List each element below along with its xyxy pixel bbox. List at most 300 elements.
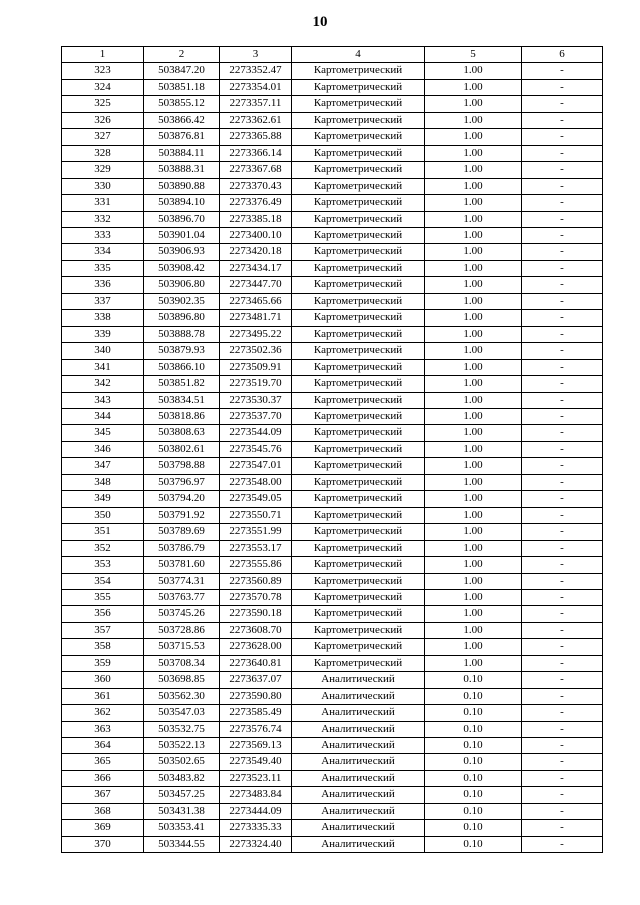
y-coordinate-cell: 2273465.66 xyxy=(220,293,292,309)
table-row xyxy=(62,145,603,161)
point-number-cell: 325 xyxy=(62,96,144,112)
accuracy-cell: 1.00 xyxy=(425,408,522,424)
method-cell: Картометрический xyxy=(292,227,425,243)
point-number-cell: 333 xyxy=(62,227,144,243)
x-coordinate-cell: 503808.63 xyxy=(144,425,220,441)
table-row xyxy=(62,326,603,342)
method-cell: Картометрический xyxy=(292,260,425,276)
method-cell: Аналитический xyxy=(292,836,425,852)
table-row xyxy=(62,688,603,704)
accuracy-cell: 0.10 xyxy=(425,770,522,786)
note-cell: - xyxy=(522,359,603,375)
y-coordinate-cell: 2273362.61 xyxy=(220,112,292,128)
table-row xyxy=(62,507,603,523)
y-coordinate-cell: 2273365.88 xyxy=(220,129,292,145)
x-coordinate-cell: 503890.88 xyxy=(144,178,220,194)
y-coordinate-cell: 2273628.00 xyxy=(220,639,292,655)
y-coordinate-cell: 2273590.80 xyxy=(220,688,292,704)
table-row xyxy=(62,738,603,754)
point-number-cell: 368 xyxy=(62,803,144,819)
y-coordinate-cell: 2273569.13 xyxy=(220,738,292,754)
point-number-cell: 341 xyxy=(62,359,144,375)
x-coordinate-cell: 503902.35 xyxy=(144,293,220,309)
table-row xyxy=(62,441,603,457)
x-coordinate-cell: 503796.97 xyxy=(144,474,220,490)
note-cell: - xyxy=(522,705,603,721)
y-coordinate-cell: 2273549.05 xyxy=(220,491,292,507)
point-number-cell: 337 xyxy=(62,293,144,309)
method-cell: Аналитический xyxy=(292,770,425,786)
accuracy-cell: 1.00 xyxy=(425,211,522,227)
point-number-cell: 353 xyxy=(62,557,144,573)
table-row xyxy=(62,260,603,276)
x-coordinate-cell: 503834.51 xyxy=(144,392,220,408)
column-header: 3 xyxy=(220,47,292,63)
note-cell: - xyxy=(522,622,603,638)
table-row xyxy=(62,606,603,622)
accuracy-cell: 1.00 xyxy=(425,260,522,276)
x-coordinate-cell: 503798.88 xyxy=(144,458,220,474)
y-coordinate-cell: 2273400.10 xyxy=(220,227,292,243)
x-coordinate-cell: 503802.61 xyxy=(144,441,220,457)
column-header: 6 xyxy=(522,47,603,63)
table-row xyxy=(62,96,603,112)
coordinates-table xyxy=(61,46,603,853)
method-cell: Аналитический xyxy=(292,705,425,721)
column-header: 5 xyxy=(425,47,522,63)
method-cell: Картометрический xyxy=(292,79,425,95)
y-coordinate-cell: 2273547.01 xyxy=(220,458,292,474)
accuracy-cell: 0.10 xyxy=(425,803,522,819)
method-cell: Картометрический xyxy=(292,540,425,556)
note-cell: - xyxy=(522,129,603,145)
x-coordinate-cell: 503847.20 xyxy=(144,63,220,79)
point-number-cell: 332 xyxy=(62,211,144,227)
method-cell: Аналитический xyxy=(292,754,425,770)
point-number-cell: 327 xyxy=(62,129,144,145)
accuracy-cell: 1.00 xyxy=(425,96,522,112)
x-coordinate-cell: 503344.55 xyxy=(144,836,220,852)
table-row xyxy=(62,359,603,375)
table-row xyxy=(62,211,603,227)
point-number-cell: 344 xyxy=(62,408,144,424)
point-number-cell: 334 xyxy=(62,244,144,260)
x-coordinate-cell: 503901.04 xyxy=(144,227,220,243)
accuracy-cell: 1.00 xyxy=(425,589,522,605)
table-row xyxy=(62,79,603,95)
method-cell: Картометрический xyxy=(292,408,425,424)
x-coordinate-cell: 503457.25 xyxy=(144,787,220,803)
y-coordinate-cell: 2273502.36 xyxy=(220,343,292,359)
x-coordinate-cell: 503786.79 xyxy=(144,540,220,556)
table-row xyxy=(62,178,603,194)
note-cell: - xyxy=(522,277,603,293)
accuracy-cell: 1.00 xyxy=(425,310,522,326)
y-coordinate-cell: 2273420.18 xyxy=(220,244,292,260)
table-row xyxy=(62,376,603,392)
x-coordinate-cell: 503794.20 xyxy=(144,491,220,507)
y-coordinate-cell: 2273354.01 xyxy=(220,79,292,95)
y-coordinate-cell: 2273550.71 xyxy=(220,507,292,523)
accuracy-cell: 1.00 xyxy=(425,343,522,359)
table-row xyxy=(62,195,603,211)
point-number-cell: 358 xyxy=(62,639,144,655)
accuracy-cell: 0.10 xyxy=(425,688,522,704)
table-row xyxy=(62,392,603,408)
method-cell: Картометрический xyxy=(292,606,425,622)
point-number-cell: 360 xyxy=(62,672,144,688)
x-coordinate-cell: 503908.42 xyxy=(144,260,220,276)
x-coordinate-cell: 503763.77 xyxy=(144,589,220,605)
x-coordinate-cell: 503894.10 xyxy=(144,195,220,211)
accuracy-cell: 0.10 xyxy=(425,836,522,852)
x-coordinate-cell: 503698.85 xyxy=(144,672,220,688)
method-cell: Картометрический xyxy=(292,491,425,507)
accuracy-cell: 1.00 xyxy=(425,79,522,95)
table-row xyxy=(62,557,603,573)
x-coordinate-cell: 503522.13 xyxy=(144,738,220,754)
point-number-cell: 345 xyxy=(62,425,144,441)
x-coordinate-cell: 503866.10 xyxy=(144,359,220,375)
x-coordinate-cell: 503708.34 xyxy=(144,655,220,671)
header-row xyxy=(62,47,603,63)
y-coordinate-cell: 2273560.89 xyxy=(220,573,292,589)
y-coordinate-cell: 2273357.11 xyxy=(220,96,292,112)
method-cell: Картометрический xyxy=(292,293,425,309)
y-coordinate-cell: 2273555.86 xyxy=(220,557,292,573)
table-row xyxy=(62,491,603,507)
point-number-cell: 343 xyxy=(62,392,144,408)
method-cell: Аналитический xyxy=(292,787,425,803)
accuracy-cell: 0.10 xyxy=(425,705,522,721)
accuracy-cell: 1.00 xyxy=(425,244,522,260)
method-cell: Картометрический xyxy=(292,162,425,178)
accuracy-cell: 1.00 xyxy=(425,392,522,408)
accuracy-cell: 1.00 xyxy=(425,293,522,309)
point-number-cell: 367 xyxy=(62,787,144,803)
note-cell: - xyxy=(522,145,603,161)
note-cell: - xyxy=(522,244,603,260)
x-coordinate-cell: 503896.70 xyxy=(144,211,220,227)
point-number-cell: 357 xyxy=(62,622,144,638)
note-cell: - xyxy=(522,836,603,852)
x-coordinate-cell: 503888.31 xyxy=(144,162,220,178)
table-row xyxy=(62,277,603,293)
x-coordinate-cell: 503745.26 xyxy=(144,606,220,622)
table-row xyxy=(62,705,603,721)
y-coordinate-cell: 2273548.00 xyxy=(220,474,292,490)
point-number-cell: 362 xyxy=(62,705,144,721)
x-coordinate-cell: 503532.75 xyxy=(144,721,220,737)
note-cell: - xyxy=(522,293,603,309)
x-coordinate-cell: 503888.78 xyxy=(144,326,220,342)
point-number-cell: 326 xyxy=(62,112,144,128)
y-coordinate-cell: 2273530.37 xyxy=(220,392,292,408)
x-coordinate-cell: 503728.86 xyxy=(144,622,220,638)
accuracy-cell: 1.00 xyxy=(425,359,522,375)
method-cell: Картометрический xyxy=(292,639,425,655)
note-cell: - xyxy=(522,655,603,671)
method-cell: Картометрический xyxy=(292,211,425,227)
accuracy-cell: 0.10 xyxy=(425,754,522,770)
x-coordinate-cell: 503851.82 xyxy=(144,376,220,392)
accuracy-cell: 1.00 xyxy=(425,655,522,671)
note-cell: - xyxy=(522,803,603,819)
accuracy-cell: 1.00 xyxy=(425,474,522,490)
method-cell: Аналитический xyxy=(292,721,425,737)
table-row xyxy=(62,655,603,671)
note-cell: - xyxy=(522,178,603,194)
y-coordinate-cell: 2273447.70 xyxy=(220,277,292,293)
y-coordinate-cell: 2273537.70 xyxy=(220,408,292,424)
y-coordinate-cell: 2273370.43 xyxy=(220,178,292,194)
y-coordinate-cell: 2273590.18 xyxy=(220,606,292,622)
x-coordinate-cell: 503906.80 xyxy=(144,277,220,293)
note-cell: - xyxy=(522,195,603,211)
accuracy-cell: 1.00 xyxy=(425,112,522,128)
accuracy-cell: 0.10 xyxy=(425,721,522,737)
point-number-cell: 331 xyxy=(62,195,144,211)
accuracy-cell: 1.00 xyxy=(425,606,522,622)
note-cell: - xyxy=(522,408,603,424)
y-coordinate-cell: 2273576.74 xyxy=(220,721,292,737)
point-number-cell: 342 xyxy=(62,376,144,392)
point-number-cell: 338 xyxy=(62,310,144,326)
accuracy-cell: 1.00 xyxy=(425,491,522,507)
point-number-cell: 355 xyxy=(62,589,144,605)
table-row xyxy=(62,162,603,178)
x-coordinate-cell: 503879.93 xyxy=(144,343,220,359)
method-cell: Картометрический xyxy=(292,458,425,474)
x-coordinate-cell: 503866.42 xyxy=(144,112,220,128)
note-cell: - xyxy=(522,738,603,754)
method-cell: Аналитический xyxy=(292,803,425,819)
accuracy-cell: 1.00 xyxy=(425,425,522,441)
note-cell: - xyxy=(522,63,603,79)
accuracy-cell: 1.00 xyxy=(425,507,522,523)
point-number-cell: 335 xyxy=(62,260,144,276)
x-coordinate-cell: 503781.60 xyxy=(144,557,220,573)
y-coordinate-cell: 2273367.68 xyxy=(220,162,292,178)
note-cell: - xyxy=(522,376,603,392)
note-cell: - xyxy=(522,310,603,326)
note-cell: - xyxy=(522,112,603,128)
x-coordinate-cell: 503431.38 xyxy=(144,803,220,819)
accuracy-cell: 1.00 xyxy=(425,376,522,392)
point-number-cell: 364 xyxy=(62,738,144,754)
y-coordinate-cell: 2273509.91 xyxy=(220,359,292,375)
y-coordinate-cell: 2273544.09 xyxy=(220,425,292,441)
note-cell: - xyxy=(522,441,603,457)
y-coordinate-cell: 2273366.14 xyxy=(220,145,292,161)
table-row xyxy=(62,63,603,79)
method-cell: Картометрический xyxy=(292,359,425,375)
note-cell: - xyxy=(522,392,603,408)
table-row xyxy=(62,622,603,638)
y-coordinate-cell: 2273637.07 xyxy=(220,672,292,688)
accuracy-cell: 1.00 xyxy=(425,227,522,243)
y-coordinate-cell: 2273335.33 xyxy=(220,820,292,836)
method-cell: Картометрический xyxy=(292,425,425,441)
point-number-cell: 330 xyxy=(62,178,144,194)
y-coordinate-cell: 2273545.76 xyxy=(220,441,292,457)
accuracy-cell: 1.00 xyxy=(425,458,522,474)
method-cell: Картометрический xyxy=(292,96,425,112)
note-cell: - xyxy=(522,639,603,655)
x-coordinate-cell: 503884.11 xyxy=(144,145,220,161)
note-cell: - xyxy=(522,589,603,605)
table-row xyxy=(62,129,603,145)
method-cell: Аналитический xyxy=(292,820,425,836)
note-cell: - xyxy=(522,770,603,786)
point-number-cell: 339 xyxy=(62,326,144,342)
point-number-cell: 328 xyxy=(62,145,144,161)
note-cell: - xyxy=(522,96,603,112)
y-coordinate-cell: 2273523.11 xyxy=(220,770,292,786)
x-coordinate-cell: 503906.93 xyxy=(144,244,220,260)
point-number-cell: 370 xyxy=(62,836,144,852)
x-coordinate-cell: 503715.53 xyxy=(144,639,220,655)
note-cell: - xyxy=(522,343,603,359)
note-cell: - xyxy=(522,672,603,688)
accuracy-cell: 1.00 xyxy=(425,326,522,342)
point-number-cell: 356 xyxy=(62,606,144,622)
x-coordinate-cell: 503791.92 xyxy=(144,507,220,523)
table-row xyxy=(62,820,603,836)
accuracy-cell: 1.00 xyxy=(425,63,522,79)
method-cell: Картометрический xyxy=(292,343,425,359)
y-coordinate-cell: 2273640.81 xyxy=(220,655,292,671)
note-cell: - xyxy=(522,474,603,490)
page-number: 10 xyxy=(312,14,328,30)
accuracy-cell: 0.10 xyxy=(425,820,522,836)
column-header: 4 xyxy=(292,47,425,63)
y-coordinate-cell: 2273495.22 xyxy=(220,326,292,342)
note-cell: - xyxy=(522,491,603,507)
method-cell: Картометрический xyxy=(292,557,425,573)
table-row xyxy=(62,787,603,803)
note-cell: - xyxy=(522,162,603,178)
method-cell: Аналитический xyxy=(292,738,425,754)
accuracy-cell: 1.00 xyxy=(425,573,522,589)
method-cell: Картометрический xyxy=(292,178,425,194)
method-cell: Картометрический xyxy=(292,326,425,342)
accuracy-cell: 1.00 xyxy=(425,524,522,540)
point-number-cell: 366 xyxy=(62,770,144,786)
x-coordinate-cell: 503502.65 xyxy=(144,754,220,770)
point-number-cell: 365 xyxy=(62,754,144,770)
accuracy-cell: 1.00 xyxy=(425,557,522,573)
note-cell: - xyxy=(522,557,603,573)
method-cell: Картометрический xyxy=(292,524,425,540)
x-coordinate-cell: 503789.69 xyxy=(144,524,220,540)
method-cell: Картометрический xyxy=(292,573,425,589)
y-coordinate-cell: 2273551.99 xyxy=(220,524,292,540)
y-coordinate-cell: 2273434.17 xyxy=(220,260,292,276)
table-row xyxy=(62,425,603,441)
y-coordinate-cell: 2273324.40 xyxy=(220,836,292,852)
method-cell: Картометрический xyxy=(292,622,425,638)
table-row xyxy=(62,343,603,359)
method-cell: Картометрический xyxy=(292,129,425,145)
x-coordinate-cell: 503483.82 xyxy=(144,770,220,786)
table-row xyxy=(62,112,603,128)
note-cell: - xyxy=(522,524,603,540)
table-row xyxy=(62,639,603,655)
accuracy-cell: 1.00 xyxy=(425,277,522,293)
point-number-cell: 354 xyxy=(62,573,144,589)
point-number-cell: 329 xyxy=(62,162,144,178)
note-cell: - xyxy=(522,425,603,441)
note-cell: - xyxy=(522,507,603,523)
point-number-cell: 369 xyxy=(62,820,144,836)
accuracy-cell: 1.00 xyxy=(425,129,522,145)
point-number-cell: 347 xyxy=(62,458,144,474)
table-row xyxy=(62,458,603,474)
y-coordinate-cell: 2273483.84 xyxy=(220,787,292,803)
method-cell: Картометрический xyxy=(292,589,425,605)
table-row xyxy=(62,474,603,490)
table-row xyxy=(62,227,603,243)
x-coordinate-cell: 503774.31 xyxy=(144,573,220,589)
table-row xyxy=(62,672,603,688)
point-number-cell: 340 xyxy=(62,343,144,359)
y-coordinate-cell: 2273444.09 xyxy=(220,803,292,819)
table-body xyxy=(62,63,603,853)
point-number-cell: 349 xyxy=(62,491,144,507)
note-cell: - xyxy=(522,79,603,95)
point-number-cell: 350 xyxy=(62,507,144,523)
table-row xyxy=(62,310,603,326)
method-cell: Картометрический xyxy=(292,441,425,457)
table-row xyxy=(62,589,603,605)
method-cell: Картометрический xyxy=(292,195,425,211)
table-row xyxy=(62,408,603,424)
note-cell: - xyxy=(522,458,603,474)
table-row xyxy=(62,540,603,556)
column-header: 1 xyxy=(62,47,144,63)
note-cell: - xyxy=(522,326,603,342)
table-row xyxy=(62,293,603,309)
accuracy-cell: 0.10 xyxy=(425,672,522,688)
note-cell: - xyxy=(522,227,603,243)
table-row xyxy=(62,573,603,589)
note-cell: - xyxy=(522,820,603,836)
y-coordinate-cell: 2273553.17 xyxy=(220,540,292,556)
x-coordinate-cell: 503547.03 xyxy=(144,705,220,721)
point-number-cell: 351 xyxy=(62,524,144,540)
accuracy-cell: 1.00 xyxy=(425,622,522,638)
note-cell: - xyxy=(522,606,603,622)
note-cell: - xyxy=(522,540,603,556)
x-coordinate-cell: 503855.12 xyxy=(144,96,220,112)
point-number-cell: 352 xyxy=(62,540,144,556)
y-coordinate-cell: 2273570.78 xyxy=(220,589,292,605)
method-cell: Картометрический xyxy=(292,277,425,293)
method-cell: Картометрический xyxy=(292,145,425,161)
method-cell: Картометрический xyxy=(292,507,425,523)
accuracy-cell: 1.00 xyxy=(425,195,522,211)
y-coordinate-cell: 2273585.49 xyxy=(220,705,292,721)
x-coordinate-cell: 503353.41 xyxy=(144,820,220,836)
point-number-cell: 323 xyxy=(62,63,144,79)
x-coordinate-cell: 503562.30 xyxy=(144,688,220,704)
method-cell: Картометрический xyxy=(292,112,425,128)
table-row xyxy=(62,770,603,786)
column-header: 2 xyxy=(144,47,220,63)
point-number-cell: 348 xyxy=(62,474,144,490)
note-cell: - xyxy=(522,211,603,227)
